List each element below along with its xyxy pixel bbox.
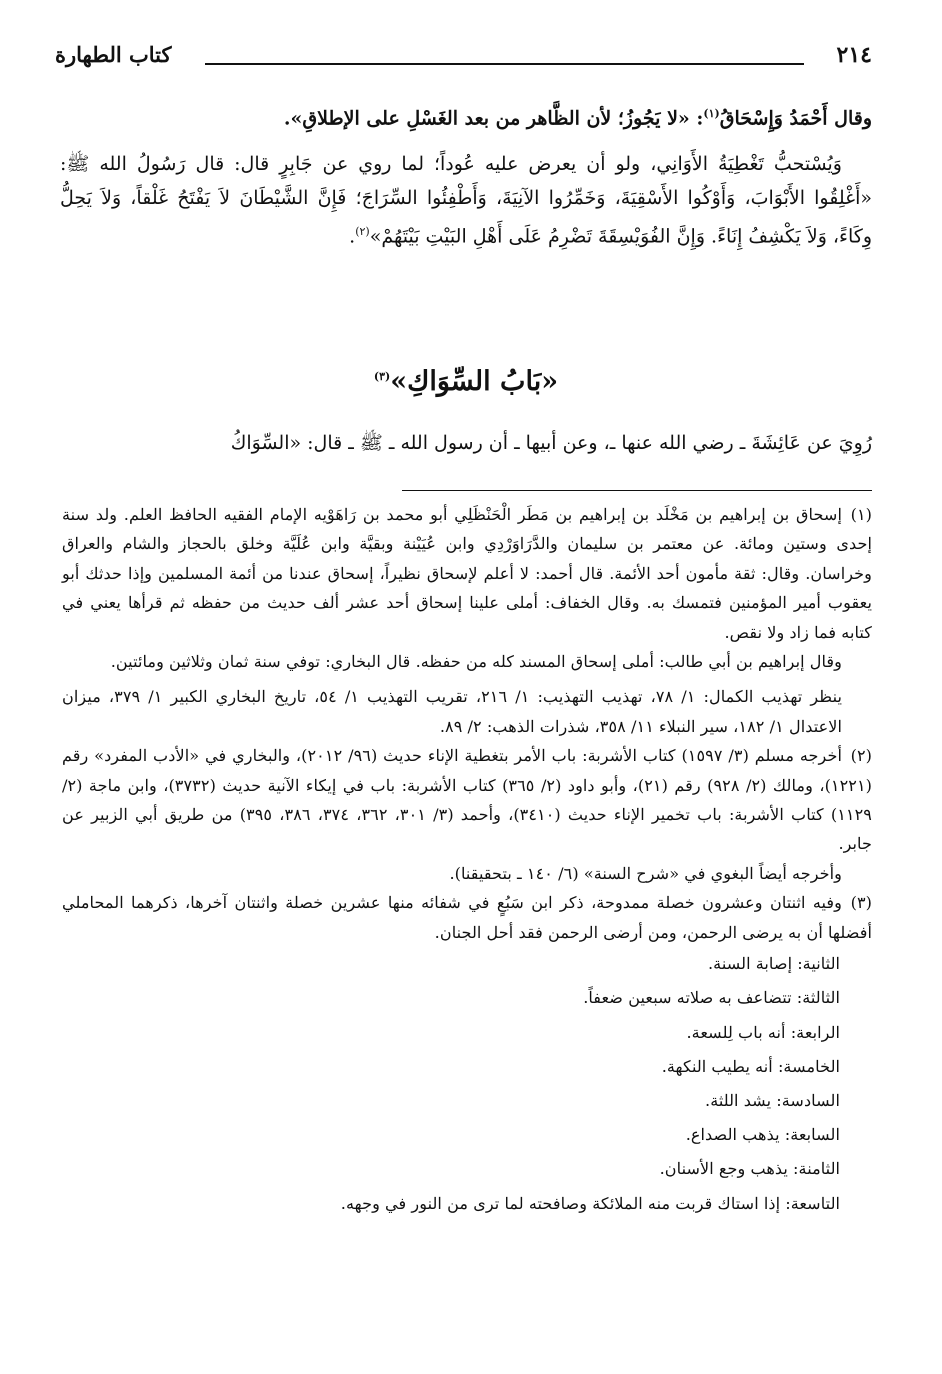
footnote-1-text2: وقال إبراهيم بن أبي طالب: أملى إسحاق المسند كله من حفظه. قال البخاري: توفي سنة ثمان وثلاثين ومائتين. (110, 652, 842, 672)
footnote-3-body (62, 888, 872, 947)
heading-text: «بَابُ السِّوَاكِ» (390, 366, 559, 397)
list-item: الخامسة: أنه يطيب النكهة. (661, 1056, 840, 1076)
footnote-1-refs: ينظر تهذيب الكمال: ١/ ٧٨، تهذيب التهذيب: ١/ ٢١٦، تقريب التهذيب ١/ ٥٤، تاريخ البخاري الكبير ١/ ٣٧٩، ميزان الاعتدال ١/ ١٨٢، سير النبلاء ١١/ ٣٥٨، شذرات الذهب: ٢/ ٨٩. (62, 687, 842, 736)
intro-line (60, 98, 872, 134)
footnote-3-number: (٣) (850, 893, 872, 913)
list-item: الثامنة: يذهب وجع الأسنان. (659, 1159, 840, 1179)
footnote-1-body (62, 500, 872, 647)
footnote-2 (62, 741, 872, 888)
footnote-1-number: (١) (850, 505, 872, 524)
footnote-3 (62, 888, 872, 1220)
footnote-2-body (62, 741, 872, 859)
list-item: الثانية: إصابة السنة. (708, 954, 840, 974)
paragraph-end: . (349, 225, 356, 248)
chapter-heading (60, 366, 872, 397)
footnote-marker-1: (١) (703, 107, 720, 120)
intro-text: وقال أَحْمَدُ وَإِسْحَاقُ (719, 107, 872, 130)
footnote-2-number: (٢) (850, 746, 872, 766)
list-item: التاسعة: إذا استاك قربت منه الملائكة وصافحته لما ترى من النور في وجهه. (340, 1193, 840, 1213)
footnote-2-text2: وأخرجه أيضاً البغوي في «شرح السنة» (٦/ ١٤٠ ـ بتحقيقنا). (449, 863, 842, 883)
narration-line (60, 426, 872, 460)
list-item: الرابعة: أنه باب لِلسعة. (686, 1022, 840, 1042)
paragraph-text: وَيُسْتحبُّ تَغْطِيَةُ الأَوَانِي، ولو أن يعرض عليه عُوداً؛ لما روي عن جَابِرٍ قال: قال رَسُولُ الله ﷺ: «أَغْلِقُوا الأَبْوَابَ، وَأَوْكُوا الأَسْقِيَةَ، وَخَمِّرُوا الآنِيَةَ، وَأَطْفِئُوا السِّرَاجَ؛ فَإِنَّ الشَّيْطَانَ لاَ يَفْتَحُ غَلْقاً، وَلاَ يَحِلُّ وِكَاءً، وَلاَ يَكْشِفُ إِنَاءً. وَإِنَّ الفُوَيْسِقَةَ تَضْرِمُ عَلَى أَهْلِ البَيْتِ بَيْتَهُمْ» (60, 153, 872, 248)
page-header (55, 40, 872, 70)
footnote-2-text: أخرجه مسلم (٣/ ١٥٩٧) كتاب الأشربة: باب الأمر بتغطية الإناء حديث (٩٦/ ٢٠١٢)، والبخاري في «الأدب المفرد» رقم (١٢٢١)، ومالك (٢/ ٩٢٨) رقم (٢١)، وأبو داود (٢/ ٣٦٥) كتاب الأشربة: باب في إيكاء الآنية حديث (٣٧٣٢)، وابن ماجة (٢/ ١١٢٩) كتاب الأشربة: باب تخمير الإناء حديث (٣٤١٠)، وأحمد (٣/ ٣٠١، ٣٦٢، ٣٧٤، ٣٨٦، ٣٩٥) من طريق أبي الزبير عن جابر. (62, 746, 872, 854)
footnote-3-text: وفيه اثنتان وعشرون خصلة ممدوحة، ذكر ابن سَبُعٍ في شفائه منها عشرين خصلة واثنتان آخرها، ذكرهما المحاملي أفضلها أن به يرضى الرحمن، ومن أرضى الرحمن فقد أحل الجنان. (62, 893, 872, 942)
footnote-3-list (62, 947, 872, 1221)
footnote-separator (402, 490, 872, 491)
book-title: كتاب الطهارة (55, 42, 172, 67)
narration-text: رُوِيَ عن عَائِشَةَ ـ رضي الله عنها ـ، وعن أبيها ـ أن رسول الله ـ ﷺ ـ قال: «السِّوَاكُ (230, 432, 872, 454)
footnote-1 (62, 500, 872, 741)
intro-quote: : «لا يَجُوزُ؛ لأن الظَّاهر من بعد الغَسْلِ على الإطلاقِ». (283, 107, 704, 130)
main-paragraph (60, 148, 872, 254)
header-rule (205, 63, 804, 65)
footnote-marker-2: (٢) (355, 225, 370, 238)
footnotes (62, 500, 872, 1221)
list-item: السادسة: يشد اللثة. (705, 1090, 840, 1110)
footnote-1-text: إسحاق بن إبراهيم بن مَخْلَد بن إبراهيم بن مَطَر الْحَنْظَلِي أبو محمد بن رَاهَوْيه الإمام الفقيه الحافظ العلم. ولد سنة إحدى وستين ومائة. عن معتمر بن سليمان والدَّرَاوَرْدِي وابن عُيَيْنة وبقيَّة وابن عُلَيَّة وخلق بالحجاز والشام والعراق وخراسان. وقال: ثقة مأمون أحد الأئمة. قال أحمد: لا أعلم لإسحاق نظيراً، إسحاق عندنا من أئمة المسلمين وإذا حدثك أبو يعقوب أمير المؤمنين فتمسك به. وقال الخفاف: أملى علينا إسحاق أحد عشر ألف حديث من حفظه ثم قرأها يعني في كتابه فما زاد ولا نقص. (62, 505, 872, 642)
page-number: ٢١٤ (836, 42, 872, 68)
list-item: الثالثة: تتضاعف به صلاته سبعين ضعفاً. (583, 988, 840, 1008)
list-item: السابعة: يذهب الصداع. (685, 1125, 840, 1145)
footnote-marker-3: (٣) (373, 370, 391, 383)
